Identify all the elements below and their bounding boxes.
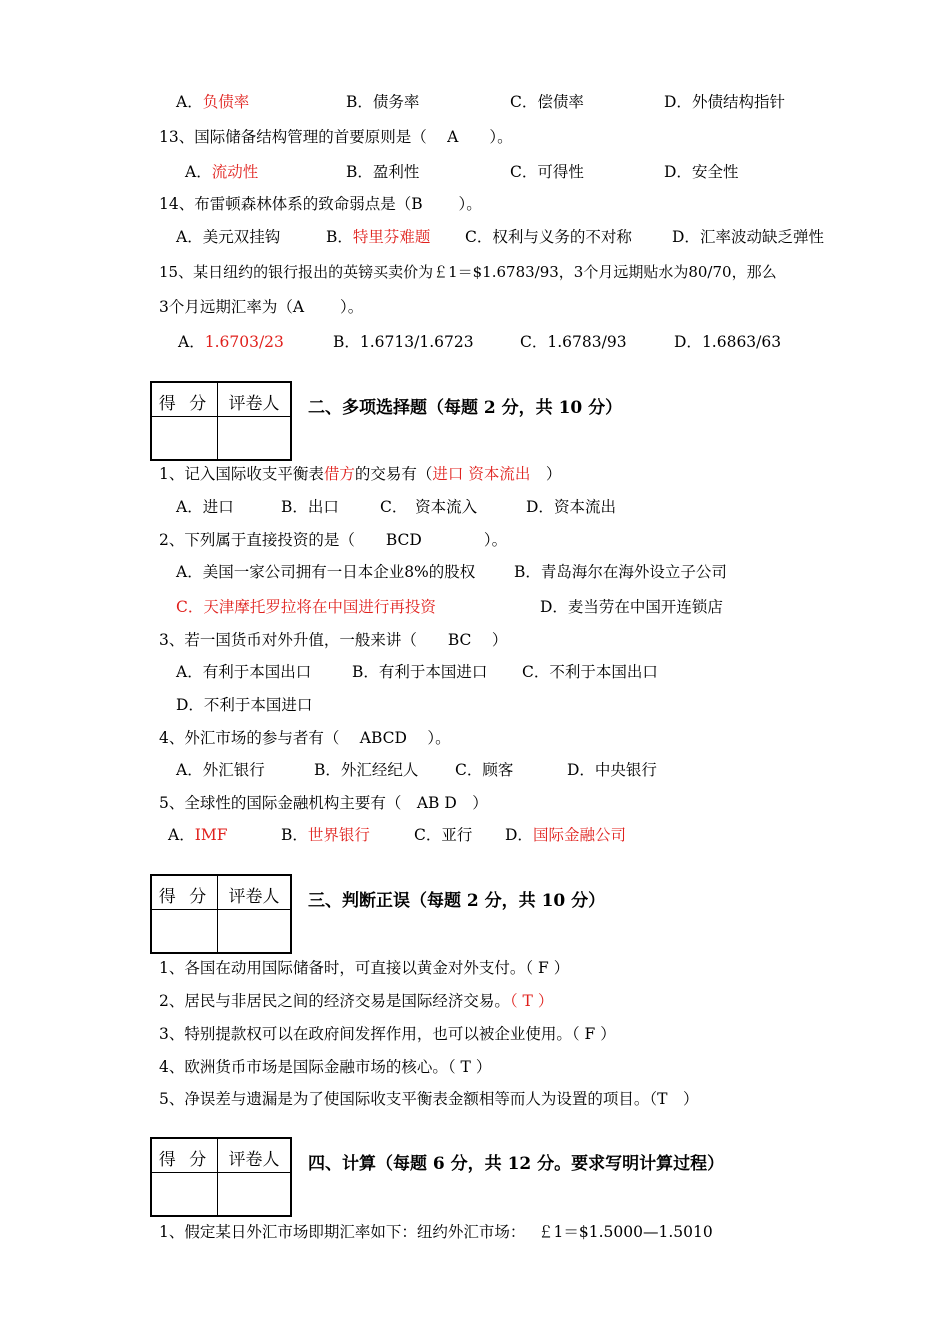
q14-stem: 14、布雷顿森林体系的致命弱点是（B ）。 [159,195,482,213]
s3-item-3: 3、特别提款权可以在政府间发挥作用，也可以被企业使用。（ F ） [159,1025,616,1043]
q15-option-a: A．1.6703/23 [178,333,284,351]
s3-item-5: 5、净误差与遗漏是为了使国际收支平衡表金额相等而人为设置的项目。（T ） [159,1090,699,1108]
q15-stem-line2: 3个月远期汇率为（A ）。 [159,298,364,316]
s3-item-4: 4、欧洲货币市场是国际金融市场的核心。（ T ） [159,1058,492,1076]
s2-q2-option-d: D．麦当劳在中国开连锁店 [540,598,723,616]
s2-q4-option-b: B．外汇经纪人 [314,761,419,779]
q15-option-b: B．1.6713/1.6723 [333,333,474,351]
q14-option-d: D．汇率波动缺乏弹性 [672,228,824,246]
s2-q2-stem: 2、下列属于直接投资的是（ BCD ）。 [159,531,508,549]
s2-q5-option-d: D．国际金融公司 [505,826,626,844]
s2-q3-option-c: C．不利于本国出口 [522,663,658,681]
s2-q5-stem: 5、全球性的国际金融机构主要有（ AB D ） [159,794,488,812]
s2-q5-option-c: C．亚行 [414,826,473,844]
q13-option-a: A．流动性 [185,163,259,181]
s3-item-1: 1、各国在动用国际储备时，可直接以黄金对外支付。（ F ） [159,959,570,977]
s2-q4-option-a: A．外汇银行 [176,761,265,779]
section-2-title: 二、多项选择题（每题 2 分，共 10 分） [308,398,623,418]
q15-option-c: C．1.6783/93 [520,333,627,351]
q14-option-b: B．特里芬难题 [326,228,431,246]
grader-label: 评卷人 [228,1150,280,1170]
s4-q1-stem: 1、假定某日外汇市场即期汇率如下：纽约外汇市场： ￡1＝$1.5000—1.5010 [159,1223,713,1241]
grader-label: 评卷人 [228,887,280,907]
s2-q1-option-a: A．进口 [176,498,234,516]
score-box-section-4 [150,1137,292,1217]
s2-q1-option-b: B．出口 [281,498,339,516]
q13-option-c: C．可得性 [510,163,584,181]
q15-stem-line1: 15、某日纽约的银行报出的英镑买卖价为￡1＝$1.6783/93，3个月远期贴水为80/70，那么 [159,263,777,281]
s2-q1-option-c: C． 资本流入 [380,498,478,516]
score-label: 得 分 [158,1150,211,1170]
q12-option-d: D．外债结构指针 [664,93,785,111]
q15-option-d: D．1.6863/63 [674,333,782,351]
s2-q3-stem: 3、若一国货币对外升值，一般来讲（ BC ） [159,631,508,649]
s2-q3-option-b: B．有利于本国进口 [352,663,488,681]
q13-option-b: B．盈利性 [346,163,420,181]
s2-q5-option-b: B．世界银行 [281,826,370,844]
score-label: 得 分 [158,887,211,907]
s2-q1-option-d: D．资本流出 [526,498,616,516]
q12-option-c: C．偿债率 [510,93,584,111]
s2-q4-option-d: D．中央银行 [567,761,657,779]
section-4-title: 四、计算（每题 6 分，共 12 分。要求写明计算过程） [308,1154,725,1174]
s3-item-2: 2、居民与非居民之间的经济交易是国际经济交易。（ T ） [159,992,554,1010]
q12-option-b: B．债务率 [346,93,420,111]
s2-q4-stem: 4、外汇市场的参与者有（ ABCD ）。 [159,729,451,747]
score-box-section-2 [150,381,292,461]
score-label: 得 分 [158,394,211,414]
s2-q2-option-a: A．美国一家公司拥有一日本企业8%的股权 [176,563,476,581]
score-box-section-3 [150,874,292,954]
s2-q2-option-b: B．青岛海尔在海外设立子公司 [514,563,727,581]
s2-q5-option-a: A．IMF [168,826,228,844]
grader-label: 评卷人 [228,394,280,414]
q14-option-c: C．权利与义务的不对称 [465,228,632,246]
s2-q1-stem: 1、记入国际收支平衡表借方的交易有（进口 资本流出 ） [159,465,562,483]
s2-q2-option-c: C．天津摩托罗拉将在中国进行再投资 [176,598,436,616]
q13-option-d: D．安全性 [664,163,739,181]
q14-option-a: A．美元双挂钩 [176,228,281,246]
s2-q3-option-d: D．不利于本国进口 [176,696,313,714]
q12-option-a: A．负债率 [176,93,250,111]
q13-stem: 13、国际储备结构管理的首要原则是（ A ）。 [159,128,513,146]
s2-q3-option-a: A．有利于本国出口 [176,663,312,681]
s2-q4-option-c: C．顾客 [455,761,514,779]
section-3-title: 三、判断正误（每题 2 分，共 10 分） [308,891,606,911]
